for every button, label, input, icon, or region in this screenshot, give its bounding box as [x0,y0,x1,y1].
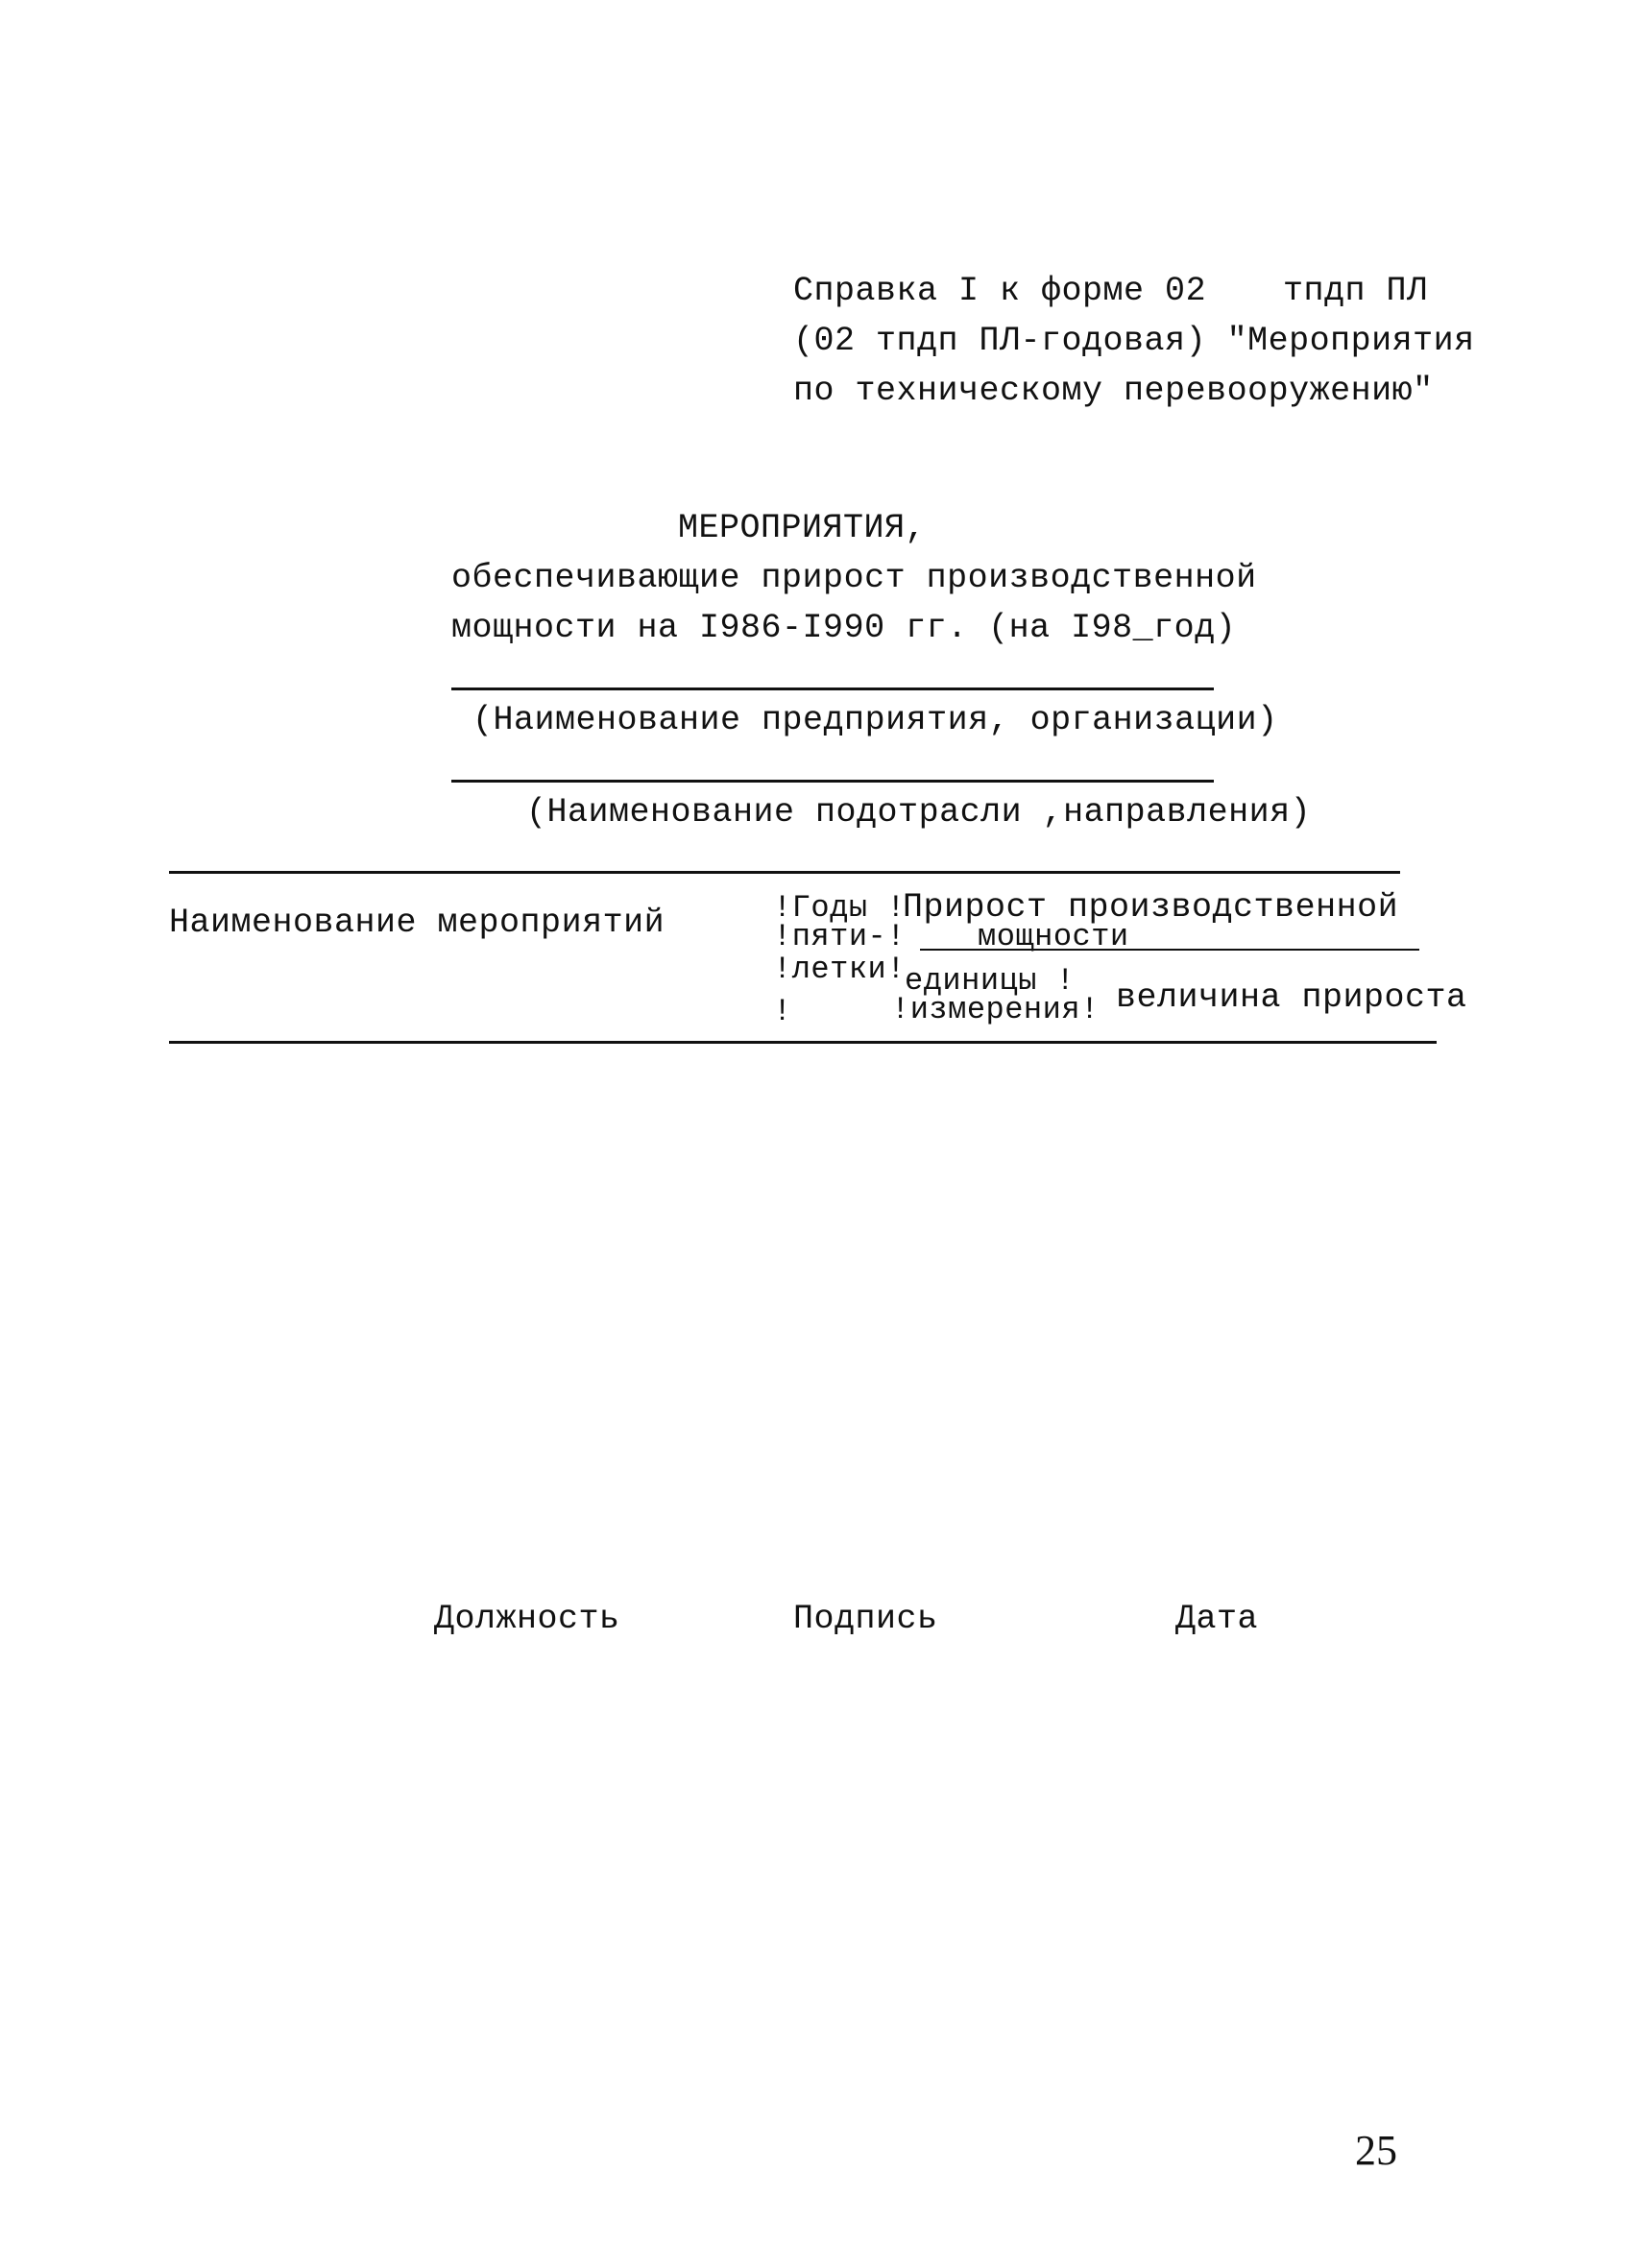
growth-subheader-rule [920,949,1419,951]
header-note-line1: Справка I к форме 02 [793,272,1207,310]
col-header-years-4: ! [773,994,792,1029]
col-header-years-2: !пяти-! [773,919,906,954]
header-note-line3: по техническому перевооружению" [793,372,1434,410]
enterprise-caption: (Наименование предприятия, организации) [472,701,1278,739]
col-header-years-3: !летки! [773,952,906,987]
col-header-years-1: !Годы ! [773,890,906,926]
signature-sign-label: Подпись [793,1600,938,1638]
title-line2: обеспечивающие прирост производственной [451,559,1257,597]
col-header-name: Наименование мероприятий [169,904,665,942]
page-title: МЕРОПРИЯТИЯ, [678,509,927,547]
title-line3: мощности на I986-I990 гг. (на I98_год) [451,609,1237,647]
col-header-growth: Прирост производственной [903,888,1399,927]
page-number: 25 [1355,2127,1397,2174]
col-header-units-2: !измерения! [891,992,1100,1027]
signature-position-label: Должность [434,1600,620,1638]
col-header-growth-sub: мощности [978,919,1129,954]
col-header-value: величина прироста [1116,978,1467,1017]
col-header-units-1: единицы ! [905,963,1076,999]
subsector-caption: (Наименование подотрасли ,направления) [526,793,1312,832]
signature-date-label: Дата [1175,1600,1259,1638]
header-note-line2: (02 тпдп ПЛ-годовая) "Мероприятия [793,322,1475,360]
subsector-underline [451,780,1214,783]
enterprise-underline [451,688,1214,690]
table-top-rule [169,871,1400,874]
header-note-form-code: тпдп ПЛ [1283,272,1428,310]
table-bottom-rule [169,1041,1437,1044]
